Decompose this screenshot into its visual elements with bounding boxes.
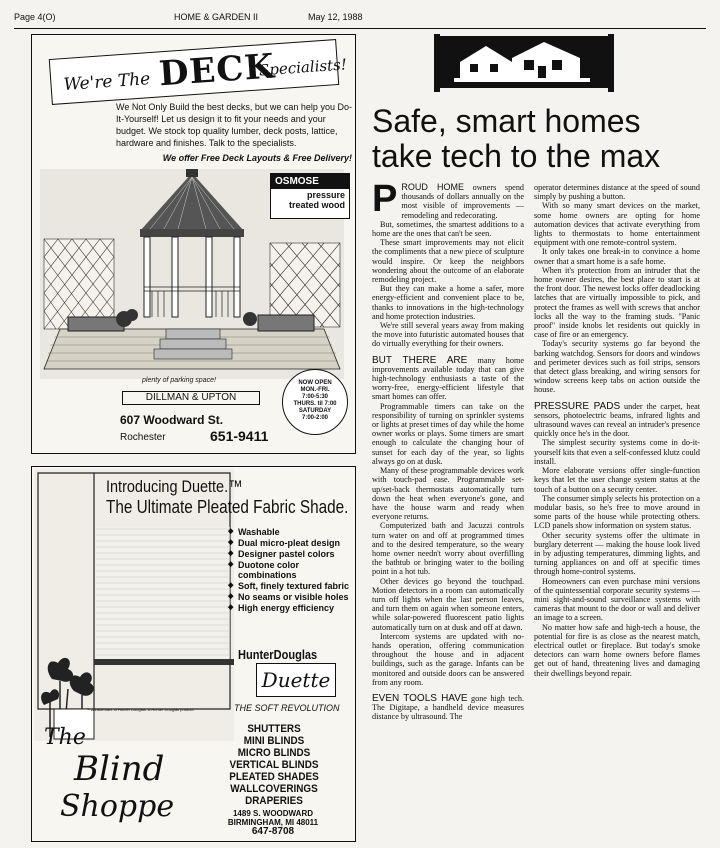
product-item: VERTICAL BLINDS [229, 759, 319, 771]
paragraph-text: When it's protection from an intruder that the home owner desires, the best place to start is at the front door. The newest locks offer deadlocking latches that are virtually impossible to pick, and protect the frames as well with screws that anchor locks all the way to the framing studs. "Panic proof" inside knobs let residents out quickly in case of fire or an emergency. [534, 265, 700, 340]
paragraph-text: But, sometimes, the smartest additions to a home are the ones that can't be seen. [372, 219, 524, 239]
headline-line: take tech to the max [372, 138, 661, 174]
paragraph-text: The consumer simply selects his protection on a modular basis, so he's free to move around in some parts of the house while protecting others. LCD panels show information on system status. [534, 493, 700, 531]
store-city: Rochester [120, 432, 166, 443]
duette-title-line2: The Ultimate Pleated Fabric Shade. [106, 497, 349, 517]
shop-name-word: Blind [74, 749, 165, 789]
product-item: DRAPERIES [245, 795, 303, 807]
shop-phone: 647-8708 [251, 826, 295, 837]
paragraph-text: Intercom systems are updated with no-hands operation, offering communication throughout the house and in adjacent buildings, such as the garage. Infants can be monitored and outside doors can be answered from any room. [372, 631, 524, 687]
article-paragraph [372, 284, 524, 321]
article-paragraph [372, 632, 524, 687]
deck-free-offer: We offer Free Deck Layouts & Free Delivery! [162, 153, 352, 163]
product-item: MICRO BLINDS [237, 747, 311, 759]
paragraph-text: It only takes one break-in to convince a home owner that a smart home is a safe home. [534, 247, 700, 266]
feature-item: ◆ Duotone color combinations [228, 560, 354, 580]
duette-logo: Duette [256, 663, 336, 697]
paragraph-text: under the carpet, heat sensors, photoelectric beams, infrared lights and ultrasound waves can reveal an intruder's presence quickly once he's in the door. [534, 401, 700, 439]
paragraph-text: Other devices go beyond the touchpad. Motion detectors in a room can automatically turn off lights when the last person leaves, and turn them on again when someone enters, while solar-powered fluorescent patio lights automatically turn on at dusk and off at dawn. [372, 576, 524, 632]
shop-city: BIRMINGHAM, MI 48011 [227, 818, 319, 827]
paragraph-text: Today's security systems go far beyond the barking watchdog. Sensors for doors and windows and perimeter devices such as foil strips, sensors that detect glass breaking, and wiring sensors for window screens keep tabs on action outside the house. [534, 339, 700, 395]
badge-line: MON.-FRI. [300, 387, 330, 393]
deck-intro: We Not Only Build the best decks, but we can help you Do-It-Yourself! Let us design it to fit your needs and your budget. We stock top quality lumber, deck posts, lattice, hardware and finishes. Talk to the specialists. [116, 102, 352, 148]
dillman-upton-logo: DILLMAN & UPTON [122, 391, 260, 405]
headline-line: Safe, smart homes [372, 103, 641, 139]
feature-item: ◆ Washable [228, 527, 354, 537]
deck-banner [49, 39, 348, 105]
product-item: PLEATED SHADES [229, 771, 319, 783]
article-paragraph [372, 577, 524, 632]
issue-date: May 12, 1988 [308, 12, 363, 22]
store-hours-badge [282, 369, 348, 435]
feature-item: ◆ No seams or visible holes [228, 592, 354, 602]
paragraph-text: Computerized bath and Jacuzzi controls turn water on and off at programmed times and to the desired temperature, so the weary home owner needn't worry about overfilling the bathtub or bringing water to the boiling point in a hot tub. [372, 521, 524, 577]
paragraph-lead: EVEN TOOLS HAVE [372, 692, 468, 704]
article-paragraph [534, 623, 700, 678]
trademark-note: ™ A trademark of Hunter Douglas. A Hunter Douglas product [86, 707, 194, 712]
paragraph-text: The simplest security systems come in do-it-yourself kits that even a self-confessed klutz could install. [534, 438, 700, 466]
store-phone: 651-9411 [210, 428, 269, 444]
article-paragraph [372, 466, 524, 521]
article-paragraph [534, 577, 700, 623]
product-list [211, 723, 337, 807]
paragraph-text: Other security systems offer the ultimate in burglary deterrent — making the house look lived in by adjusting temperatures, dimming lights, and turning appliances on and off at specific times through home-control systems. [534, 530, 700, 577]
article-paragraph [534, 466, 700, 494]
article-paragraph [372, 238, 524, 284]
product-item: WALLCOVERINGS [230, 783, 318, 795]
osmose-subtitle: pressure treated wood [288, 190, 345, 210]
paragraph-text: More elaborate versions offer single-function keys that let the user change system status at the touch of a button on a security center. [534, 466, 700, 494]
duette-title-line1: Introducing Duette.™ [106, 477, 243, 496]
article-paragraph [372, 521, 524, 576]
shop-name-word: Shoppe [60, 789, 175, 824]
osmose-brand: OSMOSE [271, 174, 349, 189]
drop-cap: P [372, 183, 398, 220]
article-headline [372, 104, 712, 174]
article-paragraph [534, 201, 700, 247]
badge-line: 7:00-2:00 [301, 415, 328, 421]
blind-shoppe-logo [40, 723, 190, 835]
paragraph-text: These smart improvements may not elicit the compliments that a new piece of sculpture would inspire. Or keep the neighbors wondering about the outcome of an elaborate remodeling project. [372, 238, 524, 285]
section-name: HOME & GARDEN II [174, 12, 259, 22]
article-column-2 [534, 183, 700, 843]
paragraph-text: No matter how safe and high-tech a house, the potential for fire is as close as the nearest match, electrical outlet or fireplace. But today's smoke detectors can warn home owners before flames get out of hand, threatening lives and damaging their dwellings beyond repair. [534, 622, 700, 678]
article-paragraph [534, 247, 700, 265]
article-paragraph [372, 183, 524, 220]
paragraph-text: many home improvements available today that can give high-technology enthusiasts a taste of the worry-free, energy-efficient lifestyle that smart homes can offer. [372, 355, 524, 402]
duette-advertisement [31, 466, 356, 842]
article-paragraph [372, 321, 524, 349]
article-paragraph [372, 220, 524, 238]
paragraph-text: We're still several years away from making the move into futuristic automated houses that do virtually everything for their owners. [372, 321, 524, 349]
parking-note: plenty of parking space! [142, 377, 216, 384]
badge-line: NOW OPEN [298, 380, 332, 386]
header-rule [14, 28, 706, 29]
store-address: 607 Woodward St. [120, 413, 224, 427]
paragraph-lead: BUT THERE ARE [372, 354, 468, 366]
hunter-douglas-logo: HunterDouglas [238, 647, 318, 662]
article-paragraph [534, 402, 700, 439]
article-paragraph [372, 694, 524, 722]
deck-advertisement [31, 34, 356, 454]
feature-item: ◆ Designer pastel colors [228, 549, 354, 559]
badge-line: SATURDAY [298, 408, 332, 414]
feature-item: ◆ Soft, finely textured fabric [228, 581, 354, 591]
feature-item: ◆ High energy efficiency [228, 603, 354, 613]
product-item: SHUTTERS [247, 723, 301, 735]
shop-address [218, 809, 328, 836]
banner-pre: We're The [62, 69, 151, 96]
paragraph-text: operator determines distance at the speed of sound simply by pushing a button. [534, 183, 700, 202]
paragraph-text: Homeowners can even purchase mini versions of the quintessential corporate security systems — mini sight-and-sound surveillance systems with cameras that mount to the door or wall and deliver an image to a screen. [534, 576, 700, 623]
feature-item: ◆ Dual micro-pleat design [228, 538, 354, 548]
banner-deck: DECK [157, 46, 277, 95]
shop-name-word: The [44, 725, 86, 750]
article-paragraph [534, 183, 700, 201]
paragraph-text: But they can make a home a safer, more energy-efficient and convenient place to be, thanks to innovations in the high-technology and home protection industries. [372, 284, 524, 321]
product-item: MINI BLINDS [243, 735, 305, 747]
article-paragraph [534, 339, 700, 394]
article-column-1 [372, 183, 524, 843]
osmose-logo [270, 173, 350, 219]
paragraph-lead: ROUD HOME [401, 183, 464, 192]
paragraph-text: owners spend thousands of dollars annually on the most visible of improvements — remodeling and redecorating. [401, 183, 524, 220]
article-paragraph [534, 531, 700, 577]
paragraph-lead: PRESSURE PADS [534, 400, 621, 412]
page-header [14, 10, 706, 26]
article-paragraph [372, 356, 524, 402]
badge-line: 7:00-5:30 [301, 394, 328, 400]
shop-street: 1489 S. WOODWARD [232, 809, 313, 818]
paragraph-text: Many of these programmable devices work with touch-pad ease. Programmable set-up/set-back thermostats automatically turn down the heat when everyone's gone, and have the house warm and ready when everyone returns. [372, 466, 524, 522]
paragraph-text: With so many smart devices on the market, some home owners are opting for home automation devices that activate everything from lights to thermostats to home entertainment equipment with one remote-control system. [534, 201, 700, 248]
feature-list [228, 527, 354, 614]
paragraph-text: gone high tech. The Digitape, a handheld device measures distance by ultrasound. The [372, 693, 524, 722]
paragraph-text: Programmable timers can take on the responsibility of turning on sprinkler systems or lights at preset times of day while the home owner works or plays. Some timers are smart enough to calculate the changing hour of sunset for each day of the year, so lights always go on at dusk. [372, 401, 524, 466]
page-number: Page 4(O) [14, 12, 56, 22]
article-paragraph [534, 494, 700, 531]
badge-line: THURS. til 7:00 [293, 401, 337, 407]
article-paragraph [534, 266, 700, 340]
duette-tagline: THE SOFT REVOLUTION [234, 703, 340, 713]
house-icon [430, 34, 618, 92]
article-paragraph [534, 438, 700, 466]
article-paragraph [372, 402, 524, 466]
banner-post: Specialists! [258, 55, 348, 80]
